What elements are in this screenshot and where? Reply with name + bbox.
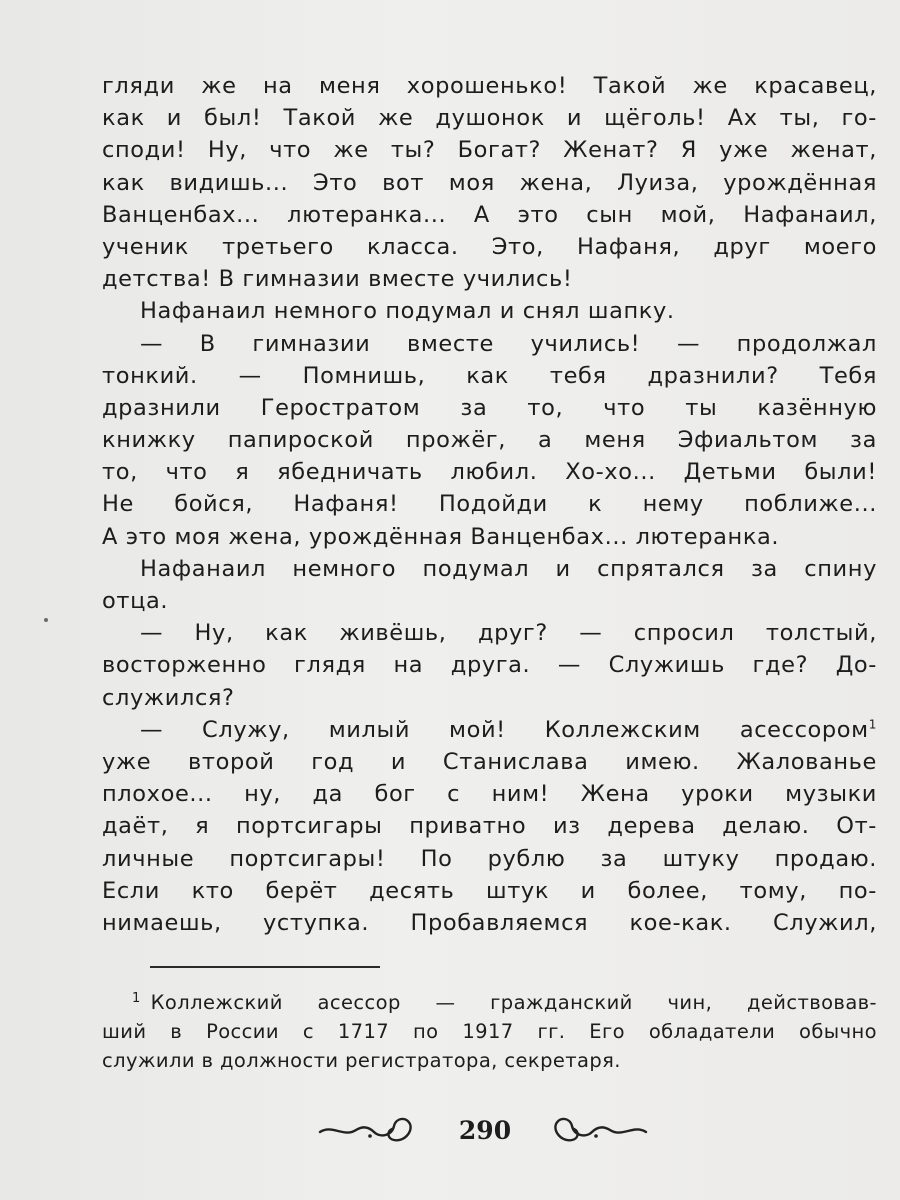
page-number: 290 xyxy=(458,1116,512,1145)
text-line: тонкий. — Помнишь, как тебя дразнили? Тебя xyxy=(102,362,877,389)
footnote-text: Коллежский асессор — гражданский чин, действовав- xyxy=(150,991,877,1014)
paragraph-start-line xyxy=(102,714,877,746)
body-text xyxy=(102,70,877,939)
footnoted-text: — Служу, милый мой! Коллежским асессором xyxy=(140,716,869,743)
footnote-marker: 1 xyxy=(132,990,141,1006)
text-line: споди! Ну, что же ты? Богат? Женат? Я уже женат, xyxy=(102,137,877,164)
page-footer xyxy=(0,1106,900,1156)
paragraph-start-line: — В гимназии вместе учились! — продолжал xyxy=(140,330,877,357)
text-line: Не бойся, Нафаня! Подойди к нему поближе... xyxy=(102,491,877,518)
left-flourish-icon xyxy=(318,1112,414,1146)
paragraph-start-line: Нафанаил немного подумал и снял шапку. xyxy=(140,298,675,325)
text-line: личные портсигары! По рублю за штуку продаю. xyxy=(102,845,877,872)
text-line: нимаешь, уступка. Пробавляемся кое-как. Служил, xyxy=(102,909,877,936)
text-line: как и был! Такой же душонок и щёголь! Ах ты, го- xyxy=(102,105,877,132)
text-line: Ванценбах... лютеранка... А это сын мой, Нафанаил, xyxy=(102,201,877,228)
text-line: то, что я ябедничать любил. Хо-хо... Детьми были! xyxy=(102,459,877,486)
text-line: уже второй год и Станислава имею. Жалованье xyxy=(102,748,877,775)
footnote-line: служили в должности регистратора, секретаря. xyxy=(102,1049,621,1072)
text-line: восторженно глядя на друга. — Служишь где? До- xyxy=(102,652,877,679)
text-line: книжку папироской прожёг, а меня Эфиальтом за xyxy=(102,427,877,454)
text-line: служился? xyxy=(102,684,235,711)
text-line: гляди же на меня хорошенько! Такой же красавец, xyxy=(102,73,877,99)
paragraph-start-line: — Ну, как живёшь, друг? — спросил толстый, xyxy=(140,620,877,647)
text-line: дразнили Геростратом за то, что ты казённую xyxy=(102,394,877,421)
text-line: как видишь... Это вот моя жена, Луиза, урождённая xyxy=(102,169,877,196)
text-line: А это моя жена, урождённая Ванценбах... лютеранка. xyxy=(102,523,780,550)
text-line: отца. xyxy=(102,588,169,614)
text-line: ученик третьего класса. Это, Нафаня, друг моего xyxy=(102,233,877,260)
text-line: даёт, я портсигары приватно из дерева делаю. От- xyxy=(102,813,877,840)
paragraph-start-line: Нафанаил немного подумал и спрятался за спину xyxy=(140,555,877,582)
footnote-divider xyxy=(150,966,380,968)
text-line: плохое... ну, да бог с ним! Жена уроки музыки xyxy=(102,781,877,808)
paper-speck xyxy=(44,618,48,622)
text-line: Если кто берёт десять штук и более, тому, по- xyxy=(102,877,877,904)
right-flourish-icon xyxy=(552,1112,648,1146)
footnote-line: ший в России с 1717 по 1917 гг. Его обладатели обычно xyxy=(102,1020,877,1043)
footnote-line xyxy=(102,988,877,1017)
footnote xyxy=(102,988,877,1075)
footnote-reference[interactable]: 1 xyxy=(868,717,877,732)
text-line: детства! В гимназии вместе учились! xyxy=(102,266,573,293)
